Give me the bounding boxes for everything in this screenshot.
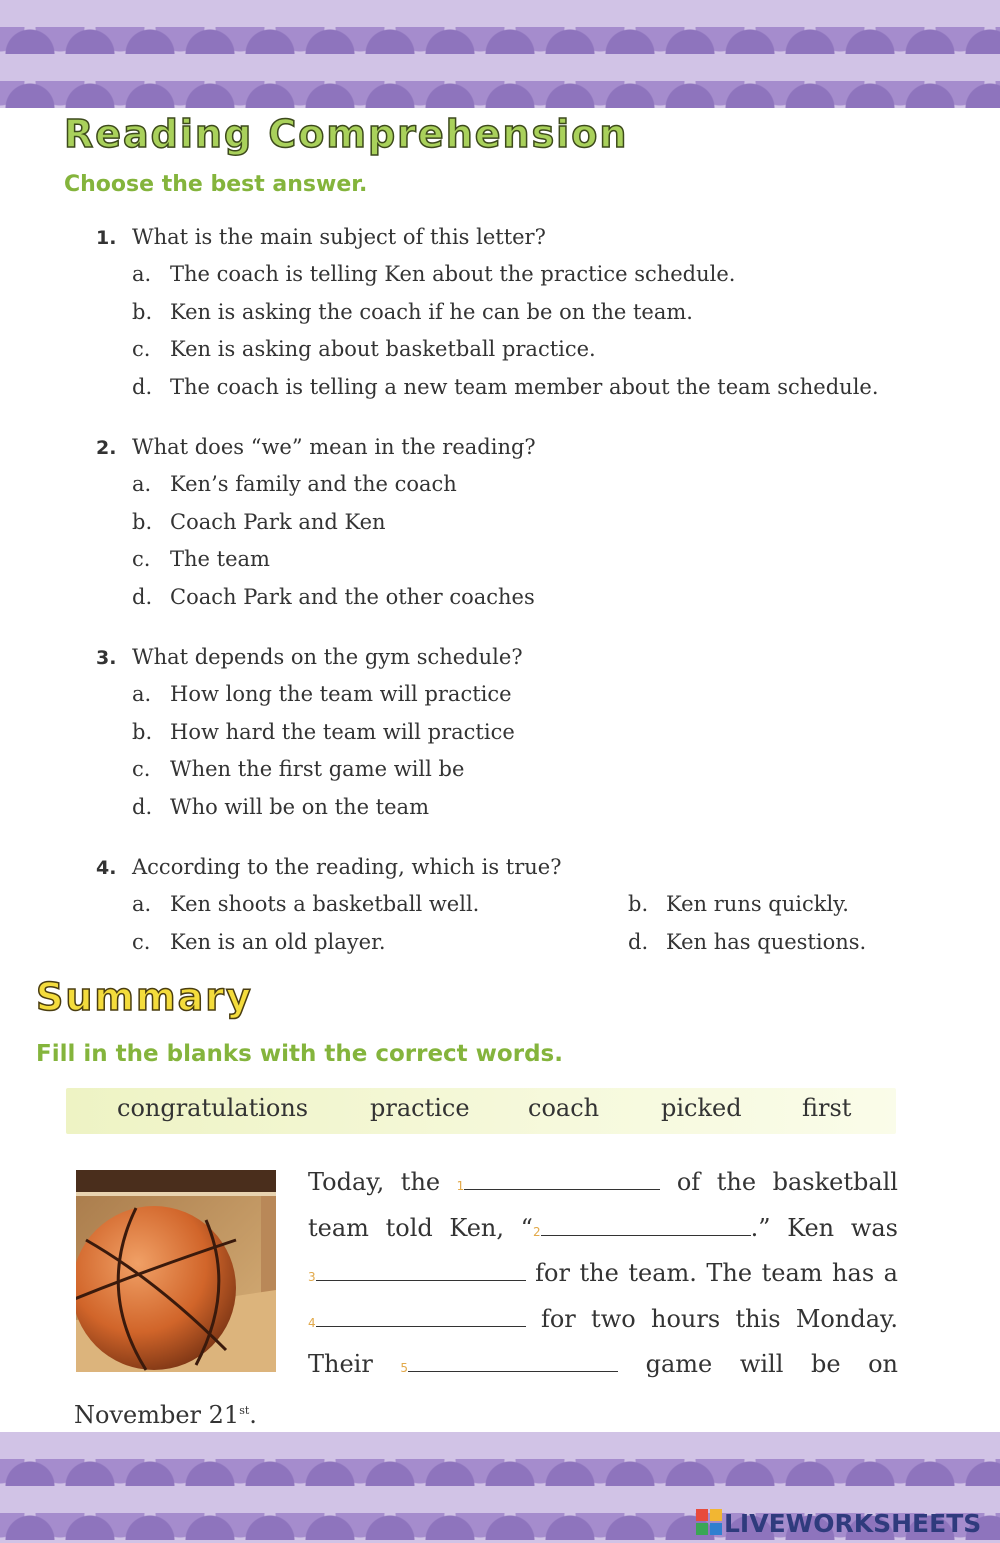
- summary-line: [308, 1251, 898, 1297]
- liveworksheets-logo-icon: [696, 1509, 722, 1535]
- blank-input[interactable]: [541, 1217, 751, 1236]
- option-letter: d.: [628, 929, 649, 954]
- question-text: What does “we” mean in the reading?: [132, 435, 536, 459]
- answer-option-a[interactable]: [96, 466, 996, 504]
- option-text: How hard the team will practice: [170, 719, 515, 744]
- summary-text-segment: of the basketball: [676, 1168, 898, 1196]
- question-3: [96, 638, 996, 826]
- question-4: [96, 848, 996, 961]
- option-text: Ken runs quickly.: [666, 892, 849, 916]
- summary-text-segment: team told Ken, “: [308, 1213, 533, 1242]
- answer-option-b[interactable]: [96, 714, 996, 752]
- option-letter: c.: [132, 929, 151, 954]
- blank-number: 2: [532, 1224, 541, 1239]
- answer-option-a[interactable]: [96, 256, 996, 294]
- option-letter: b.: [132, 719, 153, 744]
- answer-option-a[interactable]: [96, 676, 996, 714]
- question-stem: [96, 638, 996, 676]
- answer-option-c[interactable]: [96, 541, 996, 579]
- summary-text-segment: for two hours this Monday.: [540, 1304, 898, 1333]
- question-2: [96, 428, 996, 616]
- blank-3[interactable]: [308, 1259, 526, 1287]
- option-text: Ken has questions.: [666, 929, 867, 954]
- basketball-icon: [76, 1170, 276, 1372]
- option-letter: d.: [132, 374, 153, 399]
- summary-text-segment: .” Ken was: [750, 1213, 898, 1242]
- option-letter: b.: [628, 892, 649, 916]
- options-row: [96, 886, 996, 924]
- option-text: The coach is telling Ken about the practice schedule.: [170, 262, 736, 286]
- answer-option-b[interactable]: [96, 504, 996, 542]
- word-bank-item: coach: [528, 1094, 600, 1122]
- option-text: Ken shoots a basketball well.: [170, 892, 480, 916]
- summary-line: [308, 1297, 898, 1343]
- option-letter: d.: [132, 794, 153, 819]
- blank-5[interactable]: [400, 1350, 618, 1378]
- reading-instruction: Choose the best answer.: [64, 172, 368, 197]
- answer-option-c[interactable]: [132, 930, 386, 954]
- question-stem: [96, 848, 996, 886]
- answer-option-a[interactable]: [132, 892, 479, 916]
- summary-instruction: Fill in the blanks with the correct words.: [36, 1041, 563, 1067]
- basketball-photo: [76, 1170, 276, 1372]
- answer-option-d[interactable]: [96, 579, 996, 617]
- option-letter: c.: [132, 337, 151, 361]
- blank-number: 5: [400, 1361, 409, 1375]
- summary-last-line: [74, 1393, 257, 1433]
- summary-line: [308, 1342, 898, 1388]
- answer-option-c[interactable]: [96, 331, 996, 369]
- option-letter: a.: [132, 472, 152, 496]
- summary-text-segment: .: [249, 1401, 257, 1429]
- blank-4[interactable]: [308, 1305, 526, 1333]
- option-text: Ken’s family and the coach: [170, 472, 457, 496]
- summary-paragraph: [308, 1160, 898, 1388]
- question-number: 3.: [96, 647, 117, 669]
- option-text: Ken is asking the coach if he can be on the team.: [170, 299, 693, 324]
- blank-2[interactable]: [533, 1214, 751, 1242]
- summary-text-segment: Their: [308, 1350, 373, 1378]
- option-text: The coach is telling a new team member about the team schedule.: [170, 374, 879, 399]
- answer-option-b[interactable]: [628, 886, 849, 924]
- option-text: Coach Park and the other coaches: [170, 584, 535, 609]
- option-letter: b.: [132, 299, 153, 324]
- blank-1[interactable]: [457, 1168, 661, 1196]
- blank-number: 1: [456, 1179, 465, 1193]
- option-letter: a.: [132, 892, 152, 916]
- option-letter: b.: [132, 509, 153, 534]
- question-number: 4.: [96, 857, 117, 879]
- word-bank-item: first: [802, 1094, 852, 1122]
- reading-comprehension-title: Reading Comprehension: [64, 112, 629, 156]
- option-letter: c.: [132, 547, 151, 571]
- ordinal-suffix: st: [239, 1404, 250, 1417]
- question-text: According to the reading, which is true?: [132, 855, 562, 879]
- word-bank-item: practice: [370, 1094, 470, 1122]
- option-text: Who will be on the team: [170, 794, 429, 819]
- brand-name: LIVEWORKSHEETS: [724, 1509, 982, 1538]
- word-bank-item: congratulations: [117, 1094, 309, 1122]
- answer-option-b[interactable]: [96, 294, 996, 332]
- option-letter: a.: [132, 262, 152, 286]
- question-1: [96, 218, 996, 406]
- question-stem: [96, 428, 996, 466]
- question-text: What depends on the gym schedule?: [132, 645, 523, 669]
- question-number: 2.: [96, 437, 117, 459]
- blank-input[interactable]: [464, 1171, 660, 1190]
- summary-text-segment: for the team. The team has a: [535, 1259, 898, 1287]
- option-letter: a.: [132, 682, 152, 706]
- liveworksheets-brand[interactable]: [696, 1509, 981, 1539]
- summary-title: Summary: [36, 975, 253, 1019]
- summary-text-segment: Today, the: [308, 1168, 441, 1196]
- answer-option-d[interactable]: [96, 789, 996, 827]
- option-text: The team: [170, 547, 270, 571]
- answer-option-c[interactable]: [96, 751, 996, 789]
- option-text: Ken is an old player.: [170, 929, 386, 954]
- blank-input[interactable]: [408, 1353, 618, 1372]
- answer-option-d[interactable]: [628, 924, 866, 962]
- option-text: Ken is asking about basketball practice.: [170, 337, 596, 361]
- question-number: 1.: [96, 227, 117, 249]
- option-letter: c.: [132, 757, 151, 781]
- option-text: How long the team will practice: [170, 682, 512, 706]
- summary-text-segment: game will be on: [645, 1350, 898, 1378]
- summary-text-segment: November 21: [74, 1401, 240, 1429]
- option-text: Coach Park and Ken: [170, 509, 386, 534]
- option-letter: d.: [132, 584, 153, 609]
- question-stem: [96, 218, 996, 256]
- answer-option-d[interactable]: [96, 369, 996, 407]
- blank-number: 4: [308, 1315, 316, 1330]
- blank-number: 3: [308, 1270, 316, 1284]
- blank-input[interactable]: [316, 1308, 526, 1327]
- summary-line: [308, 1206, 898, 1252]
- top-decorative-band: [0, 0, 1000, 108]
- word-bank: [66, 1088, 896, 1134]
- summary-line: [308, 1160, 898, 1206]
- options-row: [96, 924, 996, 962]
- option-text: When the first game will be: [170, 757, 465, 781]
- blank-input[interactable]: [316, 1262, 526, 1281]
- word-bank-item: picked: [661, 1094, 742, 1122]
- question-text: What is the main subject of this letter?: [132, 225, 546, 249]
